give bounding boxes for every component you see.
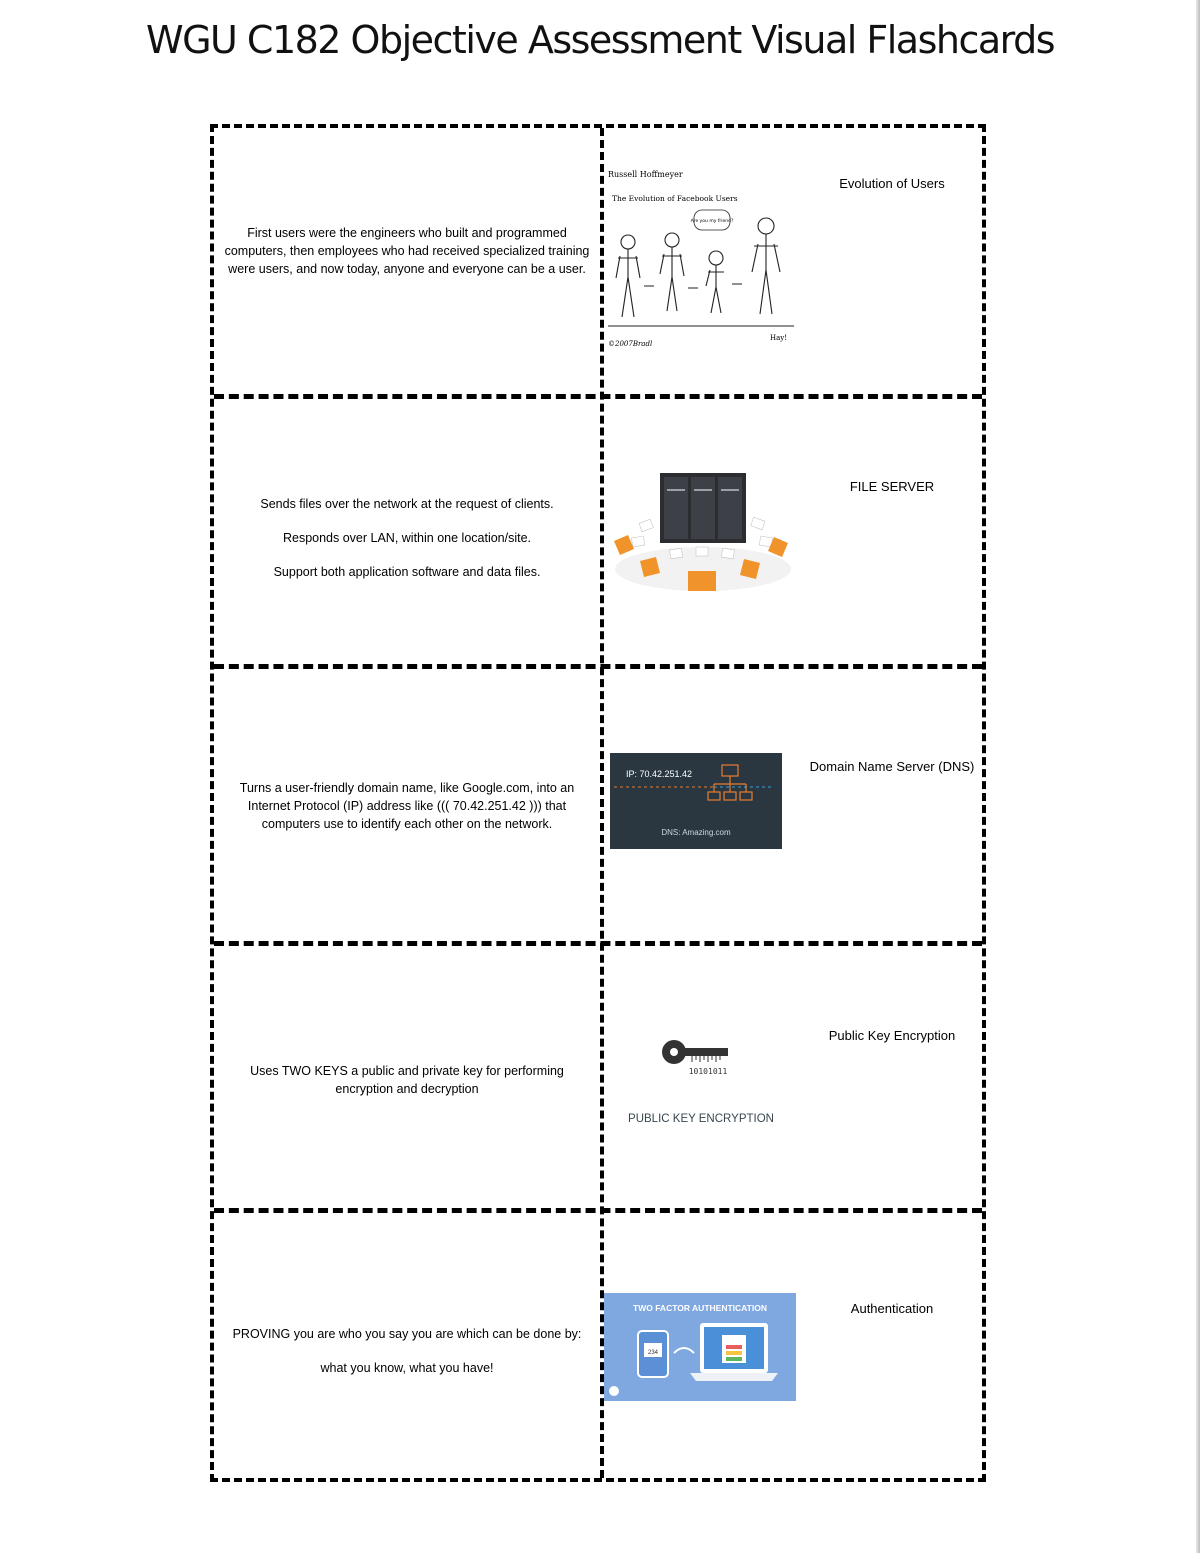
definition-line: Responds over LAN, within one location/site. [282, 531, 532, 545]
flashcard-authentication [214, 1208, 982, 1483]
key-icon [660, 1034, 730, 1078]
cartoon-copyright: ©2007Bradl [608, 340, 653, 348]
card-definition [222, 224, 592, 278]
definition-line: First users were the engineers who built and programmed computers, then employees who had received specialized training were users, and now today, anyone and everyone can be a user. [224, 226, 590, 276]
flashcard-evolution-of-users [214, 128, 982, 394]
card-term: Evolution of Users [839, 176, 945, 191]
card-definition [222, 1062, 592, 1098]
definition-line: Uses TWO KEYS a public and private key for performing encryption and decryption [250, 1064, 564, 1096]
two-factor-image [604, 1293, 796, 1401]
key-binary: 10101011 [688, 1067, 728, 1076]
definition-line: PROVING you are who you say you are which can be done by: [232, 1327, 582, 1341]
two-factor-banner: TWO FACTOR AUTHENTICATION [633, 1303, 767, 1313]
two-factor-code: 234 [647, 1350, 659, 1356]
card-term: FILE SERVER [849, 479, 935, 494]
page-title: WGU C182 Objective Assessment Visual Flashcards [146, 18, 1054, 62]
dns-footer: DNS: Amazing.com [661, 828, 731, 837]
flashcard-public-key-encryption [214, 941, 982, 1213]
card-definition [222, 779, 592, 833]
dns-image [610, 753, 782, 849]
flashcard-grid [210, 124, 986, 1482]
page-edge-shadow [1196, 0, 1200, 1553]
definition-line: Sends files over the network at the request of clients. [260, 497, 554, 511]
cartoon-bubble: Are you my friend? [690, 219, 734, 224]
card-term: Domain Name Server (DNS) [809, 759, 975, 774]
card-definition [222, 495, 592, 581]
flashcard-file-server [214, 394, 982, 669]
public-key-label: PUBLIC KEY ENCRYPTION [628, 1113, 774, 1125]
card-definition [222, 1325, 592, 1377]
evolution-cartoon-image [606, 166, 796, 352]
flashcard-dns [214, 664, 982, 946]
dns-ip-label: IP: 70.42.251.42 [626, 769, 693, 779]
definition-line: what you know, what you have! [320, 1361, 494, 1375]
cartoon-signature: Hay! [770, 334, 788, 342]
file-server-image [610, 469, 796, 599]
card-term: Authentication [850, 1301, 934, 1316]
cartoon-caption: The Evolution of Facebook Users [612, 194, 738, 203]
card-term: Public Key Encryption [828, 1028, 956, 1043]
cartoon-author: Russell Hoffmeyer [608, 170, 683, 179]
definition-line: Support both application software and data files. [273, 565, 541, 579]
definition-line: Turns a user-friendly domain name, like Google.com, into an Internet Protocol (IP) address like ((( 70.42.251.42 ))) that computers use to identify each other on the network. [239, 781, 575, 831]
